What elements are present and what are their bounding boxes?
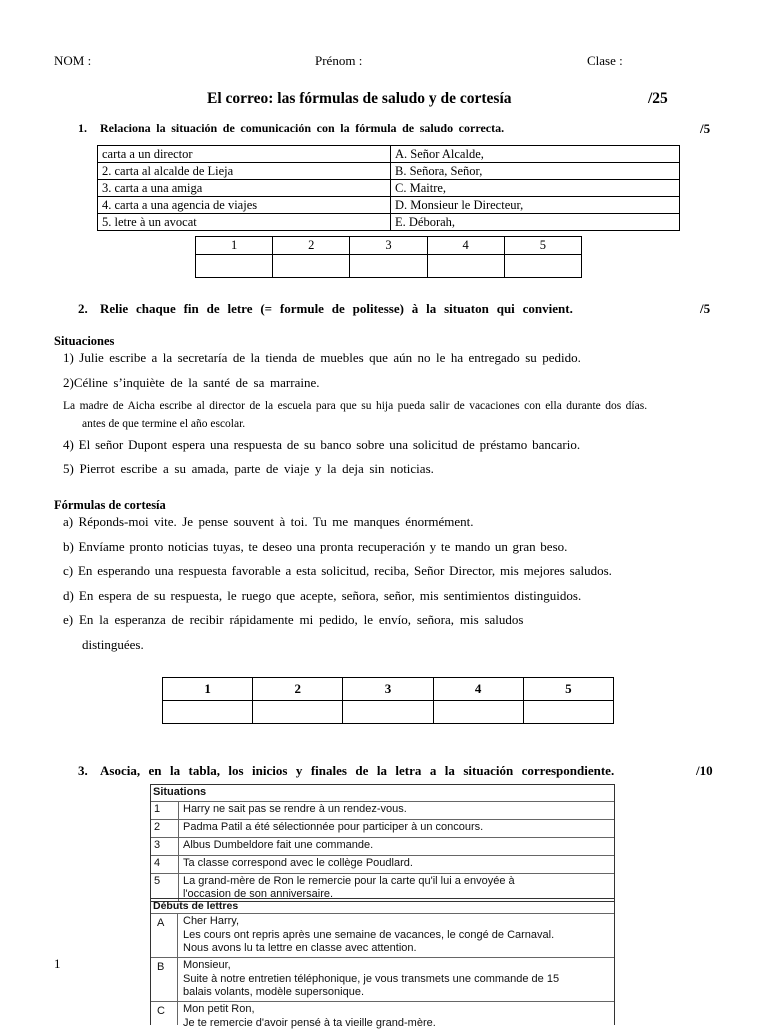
grid-header-cell: 3: [343, 678, 433, 701]
answer-cell[interactable]: [253, 701, 343, 724]
formula-e: e) En la esperanza de recibir rápidamente mi pedido, le envío, señora, mis saludos: [63, 612, 524, 627]
answer-grid-2: [162, 677, 614, 724]
ex2-score: /5: [700, 301, 711, 316]
grid-header-cell: 2: [273, 237, 350, 255]
nom-label: NOM :: [54, 53, 92, 68]
situation-cell: 4. carta a una agencia de viajes: [98, 197, 391, 214]
row-number: 1: [154, 803, 161, 815]
row-letter: A: [157, 917, 165, 929]
greeting-cell: B. Señora, Señor,: [391, 163, 680, 180]
situation-text-line: l'occasion de son anniversaire.: [183, 888, 334, 900]
situaciones-heading: Situaciones: [54, 334, 115, 348]
table-row: [98, 163, 680, 180]
answer-cell[interactable]: [433, 701, 523, 724]
debut-line: Nous avons lu ta lettre en classe avec attention.: [183, 942, 417, 954]
ex2-number: 2.: [78, 301, 88, 316]
table-row: [151, 837, 614, 856]
grid-header-row: [196, 237, 582, 255]
situation-cell: carta a un director: [98, 146, 391, 163]
ex3-instruction: Asocia, en la tabla, los inicios y finales de la letra a la situación correspondiente.: [100, 763, 615, 778]
grid-header-cell: 5: [504, 237, 581, 255]
situation-cell: 5. letre à un avocat: [98, 214, 391, 231]
situation-text: Padma Patil a été sélectionnée pour participer à un concours.: [183, 821, 484, 833]
answer-cell[interactable]: [196, 255, 273, 278]
clase-label: Clase :: [587, 53, 623, 68]
greeting-cell: D. Monsieur le Directeur,: [391, 197, 680, 214]
greeting-cell: C. Maitre,: [391, 180, 680, 197]
greeting-cell: A. Señor Alcalde,: [391, 146, 680, 163]
answer-cell[interactable]: [523, 701, 613, 724]
ex1-instruction: Relaciona la situación de comunicación con la fórmula de saludo correcta.: [100, 121, 505, 135]
row-letter: C: [157, 1005, 165, 1017]
formula-c: c) En esperando una respuesta favorable a esta solicitud, reciba, Señor Director, mis mejores saludos.: [63, 563, 612, 578]
answer-cell[interactable]: [163, 701, 253, 724]
answer-cell[interactable]: [273, 255, 350, 278]
row-number: 4: [154, 857, 161, 869]
situacion-3: La madre de Aicha escribe al director de la escuela para que su hija pueda salir de vacaciones con ella durante dos días.: [63, 400, 648, 412]
answer-cell[interactable]: [427, 255, 504, 278]
ex1-score: /5: [700, 121, 711, 136]
ex3-score: /10: [696, 763, 713, 778]
table-row: [151, 1001, 614, 1029]
situation-text: Albus Dumbeldore fait une commande.: [183, 839, 374, 851]
row-number: 2: [154, 821, 161, 833]
grid-header-cell: 3: [350, 237, 427, 255]
row-letter: B: [157, 961, 165, 973]
debut-text: [183, 1003, 436, 1030]
greeting-cell: E. Déborah,: [391, 214, 680, 231]
formula-d: d) En espera de su respuesta, le ruego que acepte, señora, señor, mis sentimientos distinguidos.: [63, 588, 582, 603]
grid-answer-row: [163, 701, 614, 724]
answer-cell[interactable]: [343, 701, 433, 724]
table-row: [98, 146, 680, 163]
situacion-5: 5) Pierrot escribe a su amada, parte de viaje y la deja sin noticias.: [63, 461, 434, 476]
table-row: [151, 957, 614, 1002]
row-number: 3: [154, 839, 161, 851]
matching-table: [97, 145, 680, 231]
grid-header-cell: 5: [523, 678, 613, 701]
debuts-heading: Débuts de lettres: [153, 900, 239, 912]
situacion-4: 4) El señor Dupont espera una respuesta de su banco sobre una solicitud de préstamo bancario.: [63, 437, 581, 452]
grid-header-cell: 2: [253, 678, 343, 701]
prenom-label: Prénom :: [315, 53, 363, 68]
debut-text: [183, 915, 554, 956]
debut-line: Je te remercie d'avoir pensé à ta vieille grand-mère.: [183, 1016, 436, 1029]
ex2-instruction: Relie chaque fin de letre (= formule de politesse) à la situaton qui convient.: [100, 301, 573, 316]
formula-a: a) Réponds-moi vite. Je pense souvent à toi. Tu me manques énormément.: [63, 514, 474, 529]
situation-cell: 3. carta a una amiga: [98, 180, 391, 197]
debut-text: [183, 959, 559, 1000]
grid-header-cell: 1: [163, 678, 253, 701]
situation-text: Ta classe correspond avec le collège Poudlard.: [183, 857, 413, 869]
page-title: El correo: las fórmulas de saludo y de cortesía: [207, 90, 512, 107]
situacion-2: 2)Céline s’inquiète de la santé de sa marraine.: [63, 375, 320, 390]
answer-grid-1: [195, 236, 582, 278]
table-row: [151, 913, 614, 958]
debut-line: Cher Harry,: [183, 915, 240, 927]
page-number: 1: [54, 956, 61, 971]
answer-cell[interactable]: [350, 255, 427, 278]
grid-header-row: [163, 678, 614, 701]
table-row: [151, 801, 614, 820]
table-row: [98, 180, 680, 197]
ex1-number: 1.: [78, 121, 87, 135]
situacion-3-cont: antes de que termine el año escolar.: [82, 418, 246, 430]
table-row: [98, 214, 680, 231]
debut-line: Les cours ont repris après une semaine de vacances, le congé de Carnaval.: [183, 928, 555, 941]
situations-heading: Situations: [153, 786, 207, 798]
total-score: /25: [648, 90, 668, 107]
ex3-number: 3.: [78, 763, 88, 778]
debut-line: Monsieur,: [183, 959, 231, 971]
formula-e-cont: distinguées.: [82, 637, 144, 652]
table-row: [98, 197, 680, 214]
situacion-1: 1) Julie escribe a la secretaría de la tienda de muebles que aún no le ha entregado su pedido.: [63, 350, 581, 365]
debut-line: balais volants, modèle supersonique.: [183, 986, 365, 998]
formula-b: b) Envíame pronto noticias tuyas, te deseo una pronta recuperación y te mando un gran beso.: [63, 539, 568, 554]
debut-line: Mon petit Ron,: [183, 1003, 255, 1015]
grid-header-cell: 4: [433, 678, 523, 701]
grid-answer-row: [196, 255, 582, 278]
debut-line: Suite à notre entretien téléphonique, je vous transmets une commande de 15: [183, 972, 560, 985]
table-row: [151, 819, 614, 838]
answer-cell[interactable]: [504, 255, 581, 278]
situation-cell: 2. carta al alcalde de Lieja: [98, 163, 391, 180]
table-row: [151, 855, 614, 874]
row-number: 5: [154, 875, 161, 887]
situations-table: [150, 784, 615, 902]
situation-text: Harry ne sait pas se rendre à un rendez-vous.: [183, 803, 407, 815]
formulas-heading: Fórmulas de cortesía: [54, 498, 166, 512]
situation-text-line: La grand-mère de Ron le remercie pour la carte qu'il lui a envoyée à: [183, 875, 515, 887]
grid-header-cell: 1: [196, 237, 273, 255]
debuts-table: [150, 898, 615, 1029]
grid-header-cell: 4: [427, 237, 504, 255]
